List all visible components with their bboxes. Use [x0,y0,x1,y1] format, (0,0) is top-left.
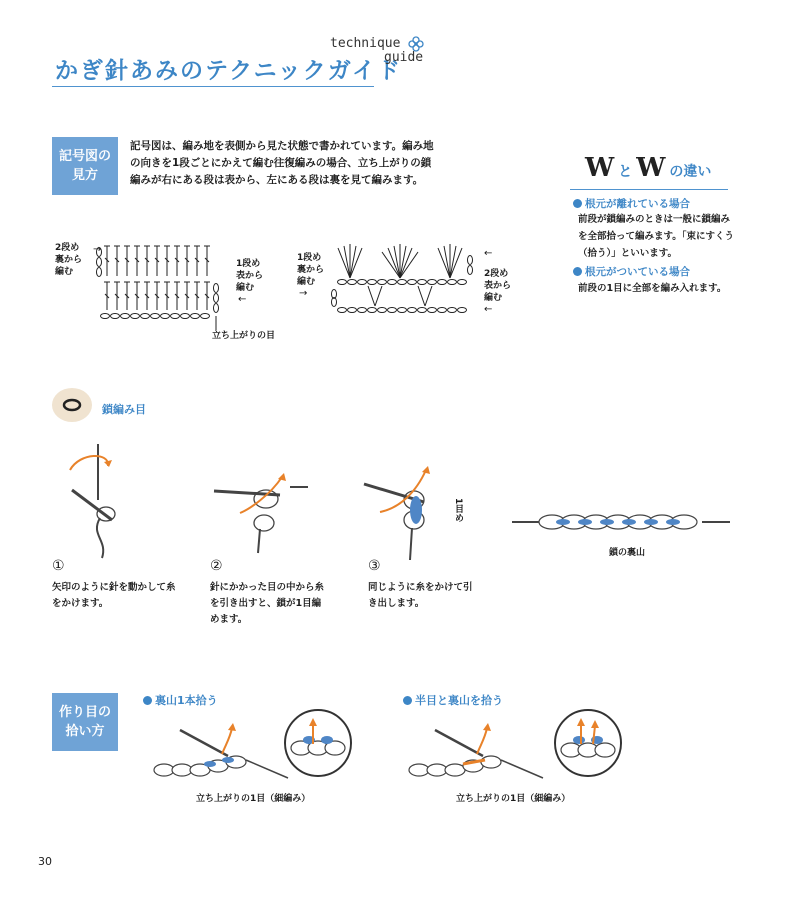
method1-heading: 裏山1本拾う [143,692,218,708]
right-row2-label: 2段め 表から 編む [484,269,512,303]
step3-text: 同じように糸をかけて引き出します。 [368,582,473,609]
method1-zoom-illustration [283,708,353,778]
method1-chain-illustration [150,720,290,790]
case1-text: 前段が鎖編みのときは一般に鎖編みを全部拾って編みます。「束にすくう（拾う）」といいます。 [578,214,734,259]
page-number: 30 [38,855,52,868]
single-crochet-chart [95,238,230,333]
left-row2-arrow: → [93,244,102,255]
page-title: かぎ針あみのテクニックガイド [55,58,403,84]
case1-heading: 根元が離れている場合 [573,196,690,211]
shell-stitch-chart [330,238,475,318]
step1-number: ① [52,558,65,574]
left-caption: 立ち上がりの目 [212,331,276,341]
step3-number: ③ [368,558,381,574]
connector-text: と [618,164,633,180]
difference-underline [570,189,728,190]
step1-illustration [60,440,150,560]
right-row2-arrow-top: ← [484,248,493,259]
step2-number: ② [210,558,223,574]
left-row1-label: 1段め 表から 編む [236,259,264,293]
base-joined-symbol: W [636,153,666,183]
bullet-icon [403,696,412,705]
symbol-label-line2: 見方 [71,168,98,183]
method2-zoom-illustration [553,708,623,778]
symbol-chart-description: 記号図は、編み地を表側から見た状態で書かれています。編み地の向きを1段ごとにかえて編む往復編みの場合、立ち上がりの鎖編みが右にある段は表から、左にある段は裏を見て編みます。 [130,140,434,186]
case2-text: 前段の1目に全部を編み入れます。 [578,283,727,294]
step2-text: 針にかかった目の中から糸を引き出すと、鎖が1目編めます。 [210,582,325,625]
chain-back-bump-illustration [512,508,732,538]
base-separated-symbol: W [585,153,615,183]
title-underline [52,86,374,87]
bullet-icon [143,696,152,705]
right-row1-arrow: → [299,288,308,299]
difference-suffix: の違い [669,164,712,180]
left-row2-label: 2段め 裏から 編む [55,243,83,277]
right-row1-label: 1段め 裏から 編む [297,253,325,287]
flower-icon [408,36,424,52]
bullet-icon [573,267,582,276]
method2-chain-illustration [405,720,545,790]
method1-caption: 立ち上がりの1目（細編み） [196,794,311,804]
chain-stitch-icon [50,385,94,425]
case2-heading: 根元がついている場合 [573,264,690,279]
pickup-label [52,693,118,751]
chain-back-bump-caption: 鎖の裏山 [609,548,646,558]
method2-heading: 半目と裏山を拾う [403,692,503,708]
pickup-label-line2: 拾い方 [65,724,105,739]
technique-tag: technique [330,36,401,51]
stitch-difference-heading [585,153,711,183]
symbol-chart-label [52,137,118,195]
method2-caption: 立ち上がりの1目（細編み） [456,794,571,804]
symbol-label-line1: 記号図の [58,148,111,164]
step3-first-stitch-label: 1目め [453,498,463,523]
left-row1-arrow: ← [238,294,247,305]
pickup-label-line1: 作り目の [58,704,111,720]
step1-text: 矢印のように針を動かして糸をかけます。 [52,582,176,609]
chain-stitch-title: 鎖編み目 [102,403,146,416]
right-row2-arrow-bottom: ← [484,304,493,315]
guide-tag: guide [384,50,424,65]
step2-illustration [210,465,320,555]
bullet-icon [573,199,582,208]
